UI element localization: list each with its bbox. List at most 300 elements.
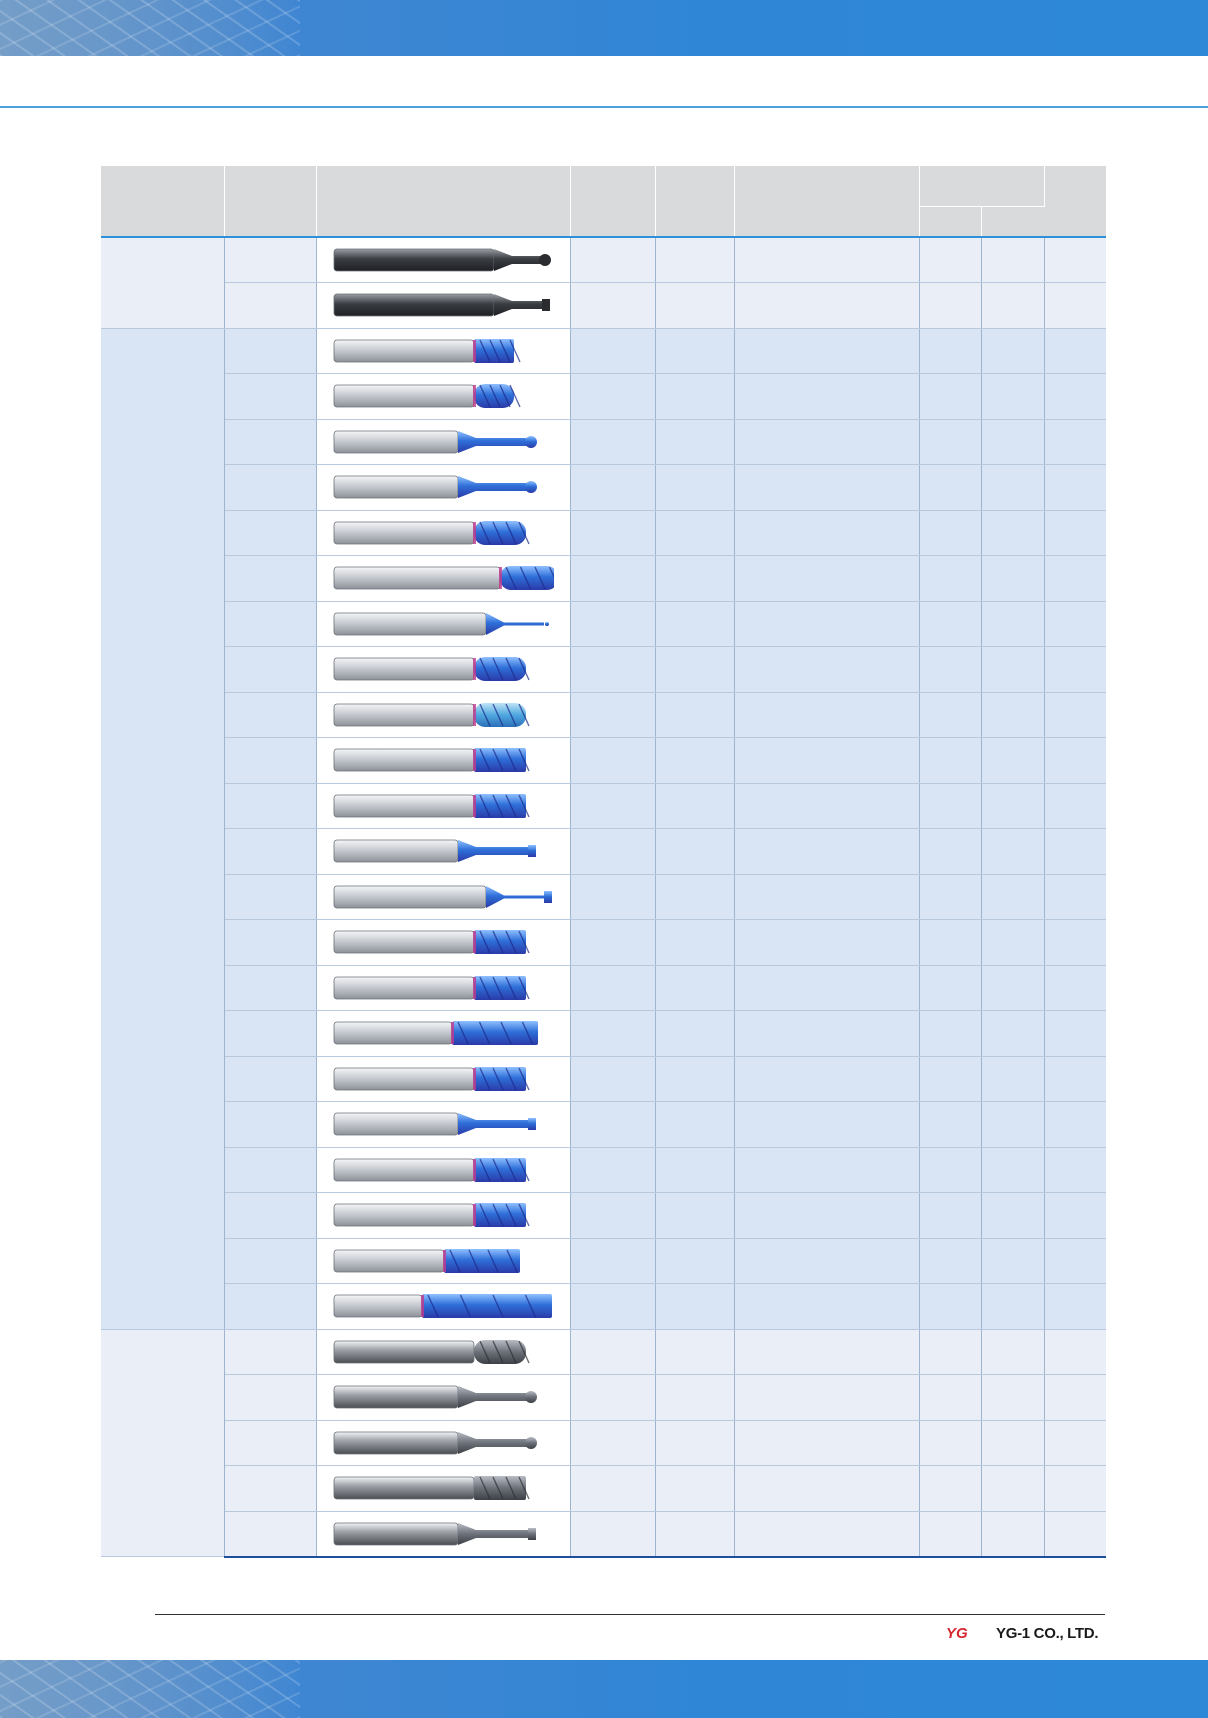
tool-image-cell: [317, 237, 571, 283]
table-cell: [570, 692, 655, 738]
table-row: [101, 1056, 1106, 1102]
table-cell: [224, 237, 316, 283]
table-cell: [570, 328, 655, 374]
short-blue-ball-mill-icon: [332, 381, 554, 411]
table-cell: [655, 1466, 734, 1512]
table-cell: [224, 1284, 316, 1330]
table-cell: [1044, 692, 1106, 738]
tool-image-cell: [317, 328, 571, 374]
table-cell: [655, 1329, 734, 1375]
top-banner: [0, 0, 1208, 56]
table-cell: [919, 556, 982, 602]
table-cell: [570, 783, 655, 829]
blue-multi-flute-mill-icon: [332, 1246, 554, 1276]
table-cell: [919, 419, 982, 465]
banner-texture: [0, 0, 300, 56]
table-cell: [734, 965, 919, 1011]
tool-image-cell: [317, 1329, 571, 1375]
table-cell: [734, 374, 919, 420]
table-cell: [655, 465, 734, 511]
table-cell: [224, 965, 316, 1011]
table-cell: [655, 874, 734, 920]
table-cell: [224, 738, 316, 784]
table-cell: [734, 237, 919, 283]
table-cell: [1044, 283, 1106, 329]
tool-image-cell: [317, 1284, 571, 1330]
tool-image-cell: [317, 647, 571, 693]
series-cell: [101, 328, 224, 1329]
table-cell: [224, 1193, 316, 1239]
table-row: [101, 1511, 1106, 1557]
header-cell: [734, 166, 919, 237]
table-row: [101, 829, 1106, 875]
table-row: [101, 874, 1106, 920]
table-cell: [570, 920, 655, 966]
table-row: [101, 556, 1106, 602]
table-cell: [982, 829, 1045, 875]
table-cell: [570, 1329, 655, 1375]
table-cell: [919, 920, 982, 966]
tool-image-cell: [317, 1193, 571, 1239]
table-cell: [655, 1147, 734, 1193]
table-cell: [982, 601, 1045, 647]
table-row: [101, 328, 1106, 374]
table-cell: [919, 1102, 982, 1148]
table-cell: [734, 647, 919, 693]
table-cell: [982, 1056, 1045, 1102]
table-cell: [1044, 783, 1106, 829]
footer-rule: [155, 1614, 1105, 1615]
table-cell: [919, 738, 982, 784]
table-cell: [224, 1466, 316, 1512]
tool-image-cell: [317, 601, 571, 647]
grey-neck-square-mill-icon: [332, 1519, 554, 1549]
table-cell: [570, 1284, 655, 1330]
table-cell: [734, 283, 919, 329]
table-cell: [734, 419, 919, 465]
table-cell: [982, 920, 1045, 966]
table-cell: [982, 965, 1045, 1011]
table-cell: [655, 1284, 734, 1330]
blue-ball-end-mill-icon: [332, 518, 554, 548]
table-cell: [734, 829, 919, 875]
table-cell: [655, 1375, 734, 1421]
blue-2-flute-mill-icon: [332, 1155, 554, 1185]
table-cell: [734, 1466, 919, 1512]
table-row: [101, 1147, 1106, 1193]
table-cell: [1044, 328, 1106, 374]
table-cell: [919, 1147, 982, 1193]
table-cell: [982, 1011, 1045, 1057]
table-cell: [1044, 874, 1106, 920]
table-cell: [734, 1511, 919, 1557]
header-sub-cell: [982, 207, 1045, 238]
table-cell: [919, 874, 982, 920]
header-cell: [101, 166, 224, 237]
table-cell: [734, 1011, 919, 1057]
table-row: [101, 510, 1106, 556]
table-cell: [224, 510, 316, 556]
table-cell: [982, 283, 1045, 329]
table-cell: [919, 1011, 982, 1057]
blue-neck-square-mill-icon: [332, 1109, 554, 1139]
table-cell: [224, 1238, 316, 1284]
table-row: [101, 1466, 1106, 1512]
light-blue-ball-mill-icon: [332, 700, 554, 730]
table-cell: [570, 374, 655, 420]
table-cell: [1044, 1147, 1106, 1193]
table-cell: [919, 829, 982, 875]
table-cell: [570, 1011, 655, 1057]
table-cell: [655, 829, 734, 875]
table-cell: [224, 556, 316, 602]
table-cell: [224, 1102, 316, 1148]
table-row: [101, 283, 1106, 329]
table-cell: [982, 738, 1045, 784]
tool-image-cell: [317, 920, 571, 966]
table-row: [101, 1284, 1106, 1330]
table-row: [101, 1193, 1106, 1239]
tool-image-cell: [317, 965, 571, 1011]
blue-4-flute-long-mill-icon: [332, 1018, 554, 1048]
tool-image-cell: [317, 1147, 571, 1193]
table-cell: [655, 1193, 734, 1239]
table-cell: [982, 1466, 1045, 1512]
table-cell: [1044, 556, 1106, 602]
table-cell: [570, 510, 655, 556]
table-cell: [655, 965, 734, 1011]
table-cell: [224, 1511, 316, 1557]
table-cell: [1044, 965, 1106, 1011]
table-cell: [919, 601, 982, 647]
table-cell: [1044, 1056, 1106, 1102]
table-cell: [224, 829, 316, 875]
table-row: [101, 1329, 1106, 1375]
blue-long-multi-flute-mill-icon: [332, 1291, 554, 1321]
table-cell: [224, 465, 316, 511]
table-row: [101, 237, 1106, 283]
bottom-banner: [0, 1660, 1208, 1718]
table-cell: [570, 419, 655, 465]
table-cell: [655, 692, 734, 738]
table-cell: [224, 1420, 316, 1466]
table-cell: [919, 328, 982, 374]
table-cell: [570, 1056, 655, 1102]
table-cell: [919, 1511, 982, 1557]
table-cell: [655, 374, 734, 420]
table-cell: [224, 647, 316, 693]
table-cell: [570, 1147, 655, 1193]
table-cell: [919, 1193, 982, 1239]
table-row: [101, 1102, 1106, 1148]
tool-image-cell: [317, 465, 571, 511]
header-cell: [317, 166, 571, 237]
table-cell: [982, 874, 1045, 920]
tool-image-cell: [317, 783, 571, 829]
table-cell: [224, 419, 316, 465]
table-cell: [570, 738, 655, 784]
table-cell: [224, 328, 316, 374]
table-cell: [570, 601, 655, 647]
table-cell: [1044, 237, 1106, 283]
table-cell: [734, 1329, 919, 1375]
header-cell: [1044, 166, 1106, 237]
table-cell: [982, 374, 1045, 420]
table-cell: [1044, 374, 1106, 420]
table-cell: [919, 510, 982, 556]
table-cell: [982, 1375, 1045, 1421]
table-cell: [224, 374, 316, 420]
tool-image-cell: [317, 283, 571, 329]
table-cell: [982, 1102, 1045, 1148]
table-row: [101, 1238, 1106, 1284]
table-cell: [570, 556, 655, 602]
blue-2-flute-mill-icon: [332, 791, 554, 821]
header-sub-cell: [919, 207, 982, 238]
table-cell: [224, 920, 316, 966]
table-cell: [982, 1193, 1045, 1239]
table-cell: [570, 1238, 655, 1284]
table-cell: [734, 1284, 919, 1330]
table-cell: [570, 237, 655, 283]
header-group-cell: [919, 166, 1044, 207]
banner-texture: [0, 1660, 300, 1718]
blue-4-flute-mill-icon: [332, 1200, 554, 1230]
table-cell: [919, 647, 982, 693]
grey-neck-ball-mill-icon: [332, 1428, 554, 1458]
table-cell: [1044, 1193, 1106, 1239]
table-cell: [1044, 1466, 1106, 1512]
tool-image-cell: [317, 1375, 571, 1421]
table-cell: [982, 328, 1045, 374]
tool-image-cell: [317, 738, 571, 784]
table-cell: [734, 1375, 919, 1421]
table-cell: [1044, 1284, 1106, 1330]
table-cell: [224, 1375, 316, 1421]
table-cell: [1044, 1420, 1106, 1466]
table-cell: [982, 783, 1045, 829]
table-cell: [1044, 829, 1106, 875]
table-row: [101, 465, 1106, 511]
table-cell: [1044, 510, 1106, 556]
table-cell: [734, 556, 919, 602]
table-cell: [734, 874, 919, 920]
table-cell: [570, 874, 655, 920]
table-cell: [224, 601, 316, 647]
table-cell: [919, 374, 982, 420]
table-cell: [224, 283, 316, 329]
long-neck-ball-mill-icon: [332, 472, 554, 502]
tool-image-cell: [317, 829, 571, 875]
table-cell: [655, 601, 734, 647]
yg-logo-icon: [946, 1625, 990, 1641]
table-cell: [655, 556, 734, 602]
tool-image-cell: [317, 1466, 571, 1512]
blue-4-flute-mill-icon: [332, 927, 554, 957]
tool-image-cell: [317, 1102, 571, 1148]
table-cell: [919, 1466, 982, 1512]
table-cell: [224, 1011, 316, 1057]
table-cell: [982, 1284, 1045, 1330]
blue-roughing-mill-icon: [332, 1064, 554, 1094]
table-cell: [734, 1056, 919, 1102]
table-cell: [919, 692, 982, 738]
table-cell: [655, 920, 734, 966]
table-cell: [734, 1193, 919, 1239]
table-cell: [1044, 647, 1106, 693]
blue-4-flute-mill-icon: [332, 973, 554, 1003]
blue-square-end-mill-icon: [332, 745, 554, 775]
table-cell: [570, 1466, 655, 1512]
table-cell: [224, 783, 316, 829]
table-cell: [982, 647, 1045, 693]
table-cell: [734, 920, 919, 966]
table-cell: [224, 1056, 316, 1102]
table-cell: [570, 1102, 655, 1148]
table-cell: [982, 1420, 1045, 1466]
table-cell: [655, 783, 734, 829]
table-cell: [734, 1102, 919, 1148]
table-cell: [655, 237, 734, 283]
table-cell: [982, 465, 1045, 511]
ball-end-mill-dark-icon: [332, 245, 554, 275]
blue-ball-end-mill-large-icon: [332, 563, 554, 593]
table-cell: [570, 1375, 655, 1421]
grey-square-end-mill-icon: [332, 1473, 554, 1503]
tool-image-cell: [317, 692, 571, 738]
tool-image-cell: [317, 1238, 571, 1284]
table-cell: [655, 1056, 734, 1102]
header-cell: [570, 166, 655, 237]
series-cell: [101, 1329, 224, 1557]
table-cell: [655, 1238, 734, 1284]
table-cell: [655, 647, 734, 693]
table-row: [101, 1011, 1106, 1057]
table-cell: [655, 283, 734, 329]
tool-image-cell: [317, 1420, 571, 1466]
table-row: [101, 965, 1106, 1011]
table-cell: [1044, 465, 1106, 511]
table-cell: [655, 738, 734, 784]
table-row: [101, 783, 1106, 829]
short-blue-corner-mill-icon: [332, 336, 554, 366]
table-cell: [982, 510, 1045, 556]
table-cell: [570, 1193, 655, 1239]
table-cell: [982, 1511, 1045, 1557]
header-cell: [224, 166, 316, 237]
table-cell: [655, 1420, 734, 1466]
blue-long-neck-square-mill-icon: [332, 836, 554, 866]
grey-neck-ball-mill-icon: [332, 1382, 554, 1412]
table-row: [101, 920, 1106, 966]
table-row: [101, 419, 1106, 465]
table-cell: [570, 647, 655, 693]
tool-image-cell: [317, 556, 571, 602]
table-cell: [919, 1375, 982, 1421]
table-row: [101, 647, 1106, 693]
table-cell: [982, 1147, 1045, 1193]
table-cell: [734, 1147, 919, 1193]
tool-image-cell: [317, 374, 571, 420]
table-cell: [655, 419, 734, 465]
company-logo: [946, 1622, 1098, 1644]
taper-square-mill-icon: [332, 882, 554, 912]
table-cell: [1044, 1102, 1106, 1148]
table-cell: [919, 1420, 982, 1466]
grey-ball-end-mill-icon: [332, 1337, 554, 1367]
table-body: [101, 237, 1106, 1557]
table-row: [101, 1420, 1106, 1466]
table-cell: [224, 1329, 316, 1375]
product-table: [101, 166, 1106, 1558]
table-cell: [734, 1420, 919, 1466]
table-cell: [982, 237, 1045, 283]
table-cell: [1044, 1238, 1106, 1284]
table-cell: [982, 1329, 1045, 1375]
table-cell: [982, 556, 1045, 602]
table-cell: [570, 1420, 655, 1466]
table-cell: [919, 1238, 982, 1284]
table-row: [101, 374, 1106, 420]
table-cell: [734, 601, 919, 647]
table-cell: [919, 465, 982, 511]
table-cell: [1044, 1511, 1106, 1557]
table-cell: [734, 738, 919, 784]
table-cell: [982, 1238, 1045, 1284]
tool-image-cell: [317, 510, 571, 556]
table-cell: [982, 692, 1045, 738]
header-cell: [655, 166, 734, 237]
tool-image-cell: [317, 419, 571, 465]
table-cell: [1044, 1329, 1106, 1375]
header-rule: [0, 106, 1208, 108]
table-cell: [1044, 1375, 1106, 1421]
series-cell: [101, 237, 224, 328]
table-row: [101, 738, 1106, 784]
table-cell: [734, 328, 919, 374]
table-cell: [919, 1329, 982, 1375]
tool-image-cell: [317, 1056, 571, 1102]
table-cell: [734, 1238, 919, 1284]
table-row: [101, 692, 1106, 738]
table-cell: [919, 283, 982, 329]
table-cell: [734, 692, 919, 738]
table-cell: [1044, 601, 1106, 647]
table-cell: [1044, 738, 1106, 784]
table-row: [101, 1375, 1106, 1421]
table-cell: [224, 874, 316, 920]
tool-image-cell: [317, 874, 571, 920]
svg-text:YG: YG: [946, 1625, 968, 1641]
table-cell: [919, 783, 982, 829]
table-cell: [1044, 920, 1106, 966]
company-name: YG-1 CO., LTD.: [996, 1624, 1099, 1642]
table-cell: [734, 465, 919, 511]
table-cell: [570, 829, 655, 875]
table-cell: [1044, 1011, 1106, 1057]
table-header: [101, 166, 1106, 237]
table-cell: [655, 1011, 734, 1057]
tool-image-cell: [317, 1511, 571, 1557]
table-cell: [982, 419, 1045, 465]
table-cell: [655, 1511, 734, 1557]
table-cell: [655, 1102, 734, 1148]
taper-ball-mill-icon: [332, 609, 554, 639]
long-neck-ball-mill-icon: [332, 427, 554, 457]
table-cell: [655, 510, 734, 556]
table-cell: [919, 1284, 982, 1330]
table-row: [101, 601, 1106, 647]
